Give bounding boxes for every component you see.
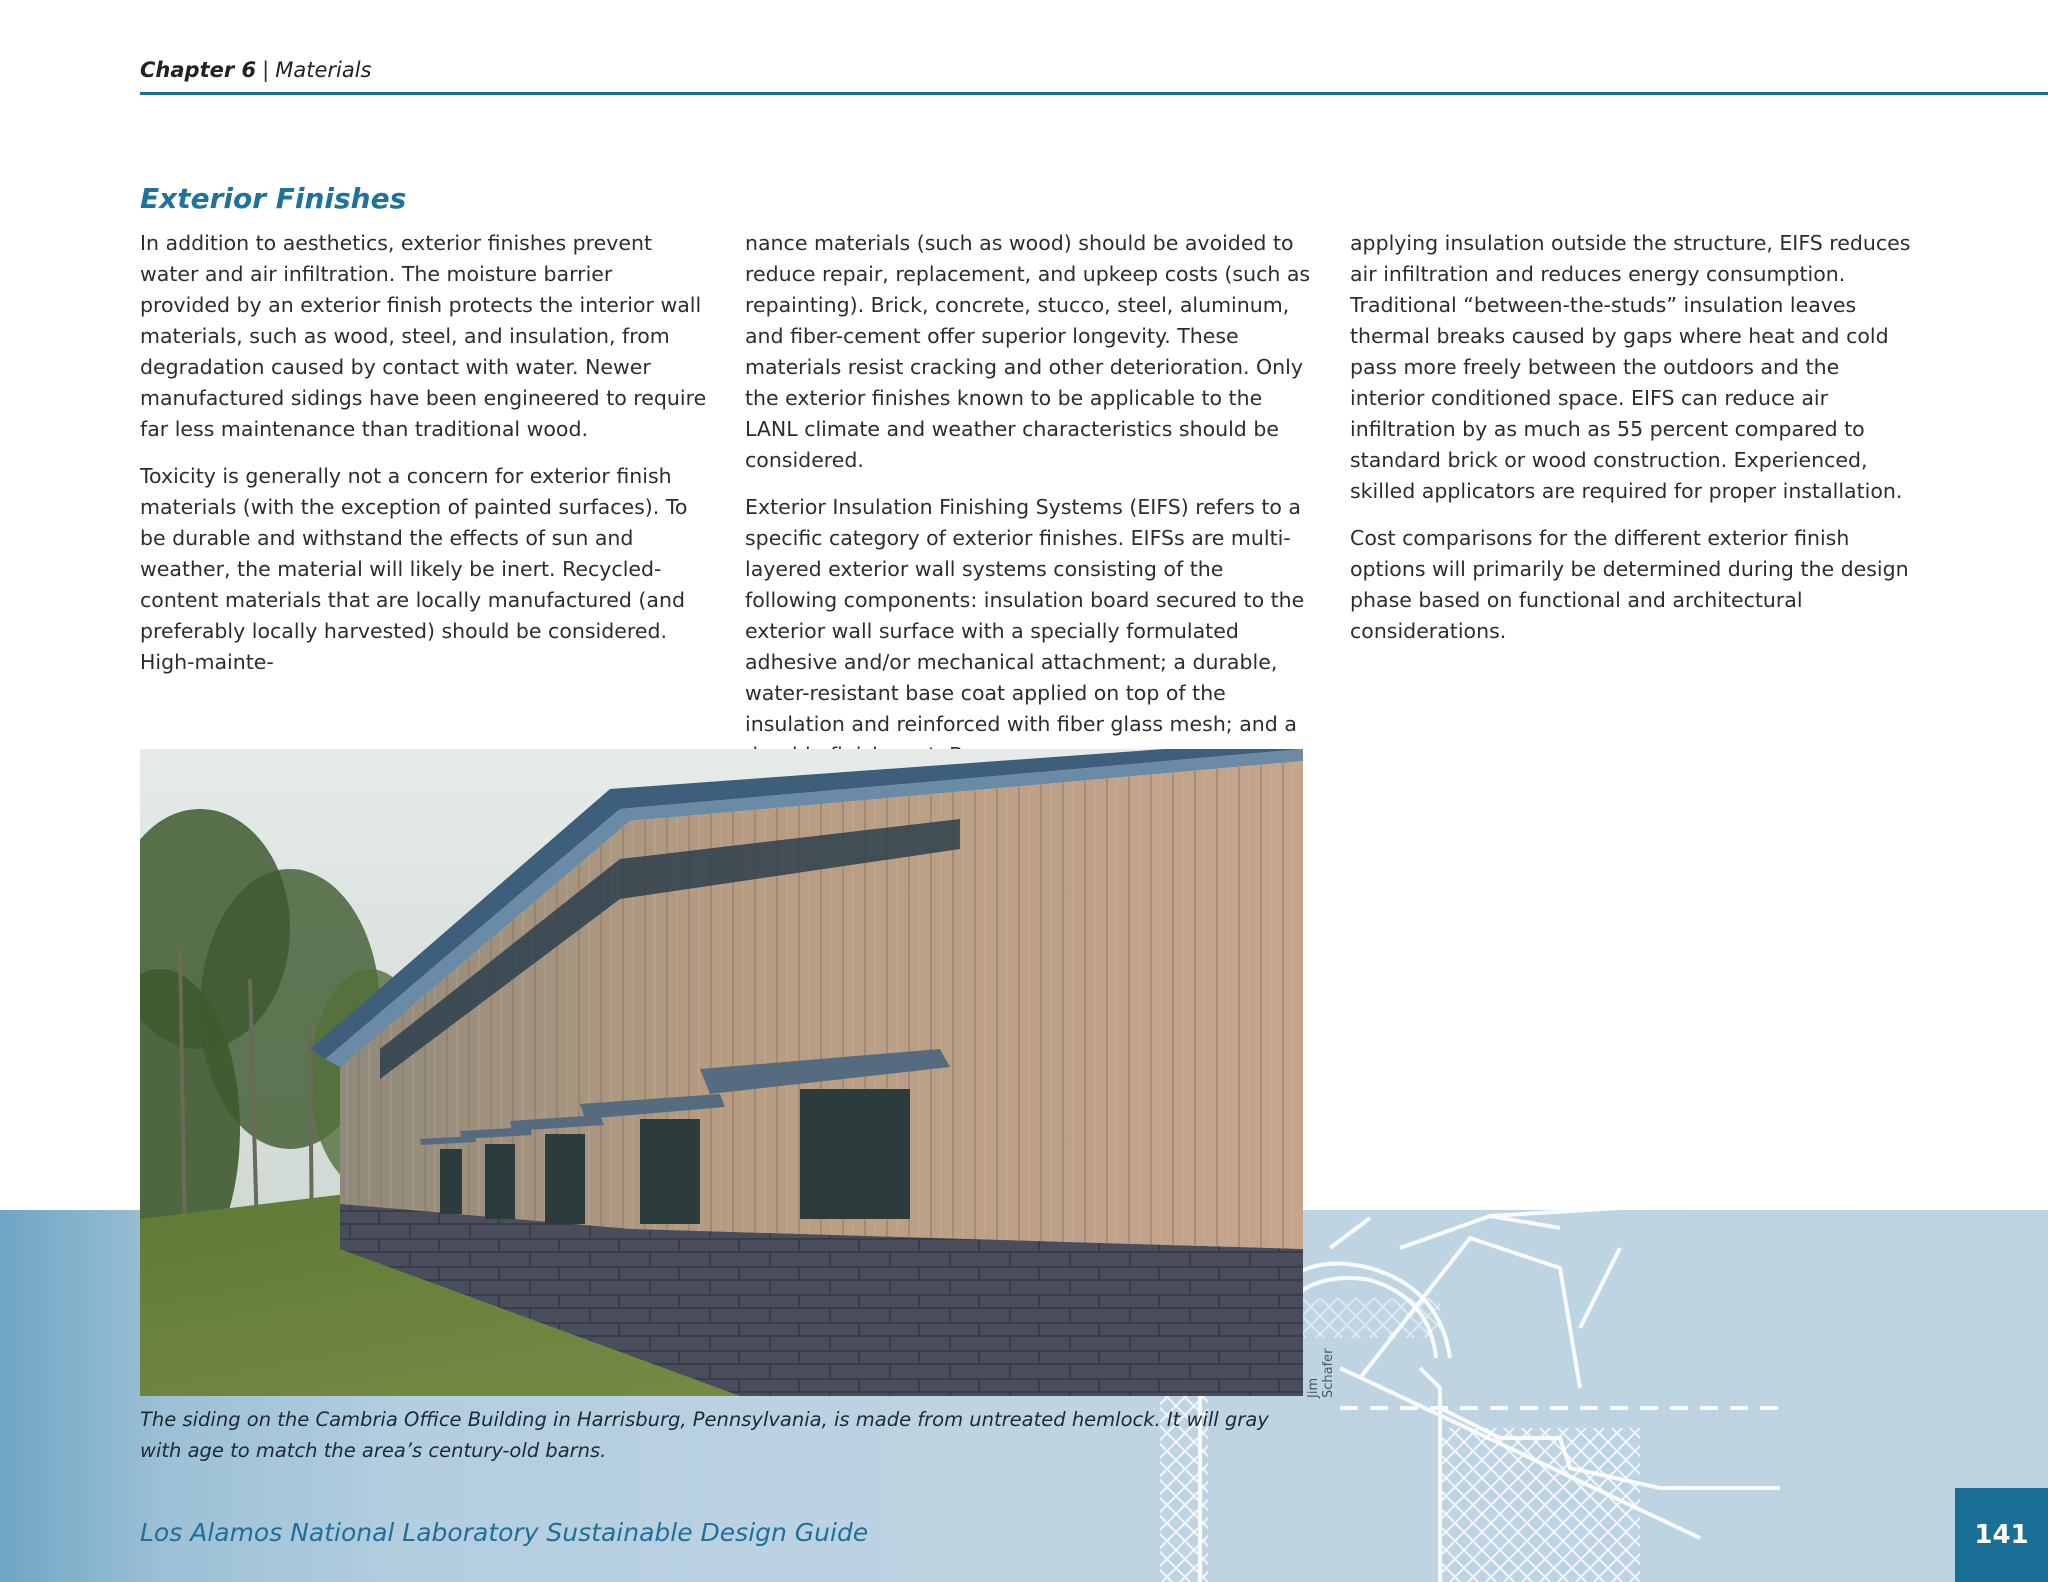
paragraph: nance materials (such as wood) should be avoided to reduce repair, replacement, and upkeep costs (such as repainting). Brick, concrete, stucco, steel, aluminum, and fiber-cement offer superior longevity. These materials resist cracking and other deterioration. Only the exterior finishes known to be applicable to the LANL climate and weather characteristics should be considered. (745, 231, 1311, 472)
footer-title: Los Alamos National Laboratory Sustainable Design Guide (140, 1518, 869, 1547)
header-separator: | (262, 58, 270, 82)
section-title: Exterior Finishes (140, 182, 407, 215)
paragraph: applying insulation outside the structure, EIFS reduces air infiltration and reduces energy consumption. Traditional “between-the-studs” insulation leaves thermal breaks caused by gaps where heat and cold pass more freely between the outdoors and the interior conditioned space. EIFS can reduce air infiltration by as much as 55 percent compared to standard brick or wood construction. Experienced, skilled applicators are required for proper installation. (1350, 231, 1911, 503)
running-header (140, 58, 2048, 94)
paragraph: Cost comparisons for the different exterior finish options will primarily be determined during the design phase based on functional and architectural considerations. (1350, 526, 1909, 643)
building-illustration (140, 749, 1303, 1396)
paragraph: In addition to aesthetics, exterior finishes prevent water and air infiltration. The moisture barrier provided by an exterior finish protects the interior wall materials, such as wood, steel, and insulation, from degradation caused by contact with water. Newer manufactured sidings have been engineered to require far less maintenance than traditional wood. (140, 231, 707, 441)
building-photo (140, 749, 1303, 1396)
photo-credit: Jim Schafer (1306, 1348, 1336, 1398)
paragraph: Exterior Insulation Finishing Systems (EIFS) refers to a specific category of exterior finishes. EIFSs are multi-layered exterior wall systems consisting of the following components: insulation board secured to the exterior wall surface with a specially formulated adhesive and/or mechanical attachment; a durable, water-resistant base coat applied on top of the insulation and reinforced with fiber glass mesh; and a (745, 495, 1305, 736)
text-column-1 (140, 228, 708, 694)
header-rule (140, 92, 2048, 95)
text-column-3 (1350, 228, 1918, 663)
paragraph: Toxicity is generally not a concern for exterior finish materials (with the exception of painted surfaces). To be durable and withstand the effects of sun and weather, the material will likely be inert. Recycled-content materials that are locally manufactured (and preferably locally harvested) should be considered. High-mainte- (140, 464, 688, 674)
section-label: Materials (275, 58, 372, 82)
page-number: 141 (1955, 1488, 2048, 1582)
photo-caption: The siding on the Cambria Office Building in Harrisburg, Pennsylvania, is made from untreated hemlock. It will gray with age to match the area’s century-old barns. (140, 1408, 1269, 1462)
chapter-label: Chapter 6 (140, 58, 257, 82)
text-column-2 (745, 228, 1313, 787)
